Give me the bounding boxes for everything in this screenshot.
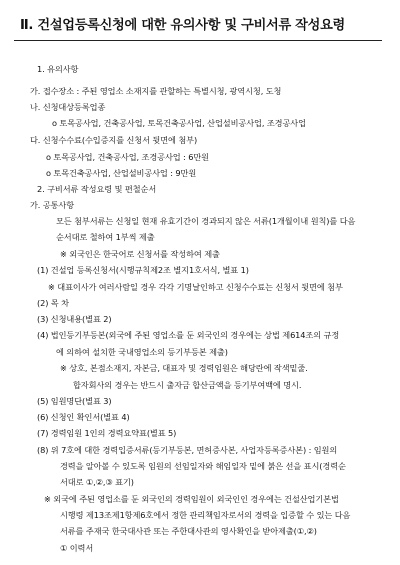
bullet-item: o 토목공사업, 건축공사업, 토목건축공사업, 산업설비공사업, 조경공사업 [52,118,306,128]
paragraph-line: 경력을 알아볼 수 있도록 임원의 선임일자와 해임일자 밑에 붉은 선을 표시(경력순 [60,461,346,471]
note-line: ※ 외국인은 한국어로 신청서를 작성하여 제출 [60,249,220,259]
paragraph-line: 시행령 제13조제1항제6호에서 정한 관리책임자로서의 경력을 입증할 수 있는 다음 [60,510,351,520]
numbered-item: (2) 목 차 [37,298,69,308]
section-heading: 2. 구비서류 작성요령 및 편철순서 [37,184,157,194]
note-line: ※ 외국에 주된 영업소를 둔 외국인의 경력임원이 외국인인 경우에는 건설산업기본법 [44,494,339,504]
paragraph-line: 서류를 주재국 한국대사관 또는 주한대사관의 영사확인을 받아제출(①,②) [60,526,317,536]
numbered-item: (3) 신청내용(별표 2) [37,314,112,324]
note-line: ※ 대표이사가 여러사람일 경우 각각 기명날인하고 신청수수료는 신청서 뒷면에 첨부 [48,282,343,292]
numbered-item: (7) 경력임원 1인의 경력요약표(별표 5) [37,428,177,438]
numbered-item: (6) 신청인 확인서(별표 4) [37,412,130,422]
numbered-item: (8) 위 7호에 대한 경력입증서류(등기부등본, 면허증사본, 사업자등록증사본) : 임원의 [37,445,338,455]
paragraph-line: 서대로 ①,②,③ 표기) [60,477,134,487]
document-title: Ⅱ. 건설업등록신청에 대한 유의사항 및 구비서류 작성요령 [20,18,345,33]
numbered-item: (4) 법인등기부등본(외국에 주된 영업소를 둔 외국인의 경우에는 상법 제614조의 규정 [37,330,340,340]
list-item: ① 이력서 [60,543,94,553]
numbered-item: (1) 건설업 등록신청서(시행규칙제2조 별지1호서식, 별표 1) [37,265,249,275]
paragraph-line: 순서대로 철하여 1부씩 제출 [56,232,155,242]
item-heading: 가. 공통사항 [30,200,75,210]
item-heading: 다. 신청수수료(수입증지를 신청서 뒷면에 첨부) [30,135,198,145]
note-line: ※ 상호, 본점소재지, 자본금, 대표자 및 경력임원은 해당란에 작색밑줄. [60,363,308,373]
paragraph-line: 에 의하여 설치한 국내영업소의 등기부등본 제출) [56,347,228,357]
numbered-item: (5) 임원명단(별표 3) [37,396,112,406]
paragraph-line: 모든 첨부서류는 신청일 현재 유효기간이 경과되지 않은 서류(1개월이내 원칙)를 다음 [56,216,356,226]
item-heading: 가. 접수장소 : 주된 영업소 소재지를 관할하는 특별시청, 광역시청, 도청 [30,86,282,96]
bullet-item: o 토목건축공사업, 산업설비공사업 : 9만원 [46,168,197,178]
bullet-item: o 토목공사업, 건축공사업, 조경공사업 : 6만원 [46,152,209,162]
section-heading: 1. 유의사항 [37,64,79,74]
title-divider [14,40,382,41]
item-heading: 나. 신청대상등록업종 [30,102,106,112]
paragraph-line: 합자회사의 경우는 반드시 출자금 합산금액을 등기부여백에 명시. [73,380,302,390]
